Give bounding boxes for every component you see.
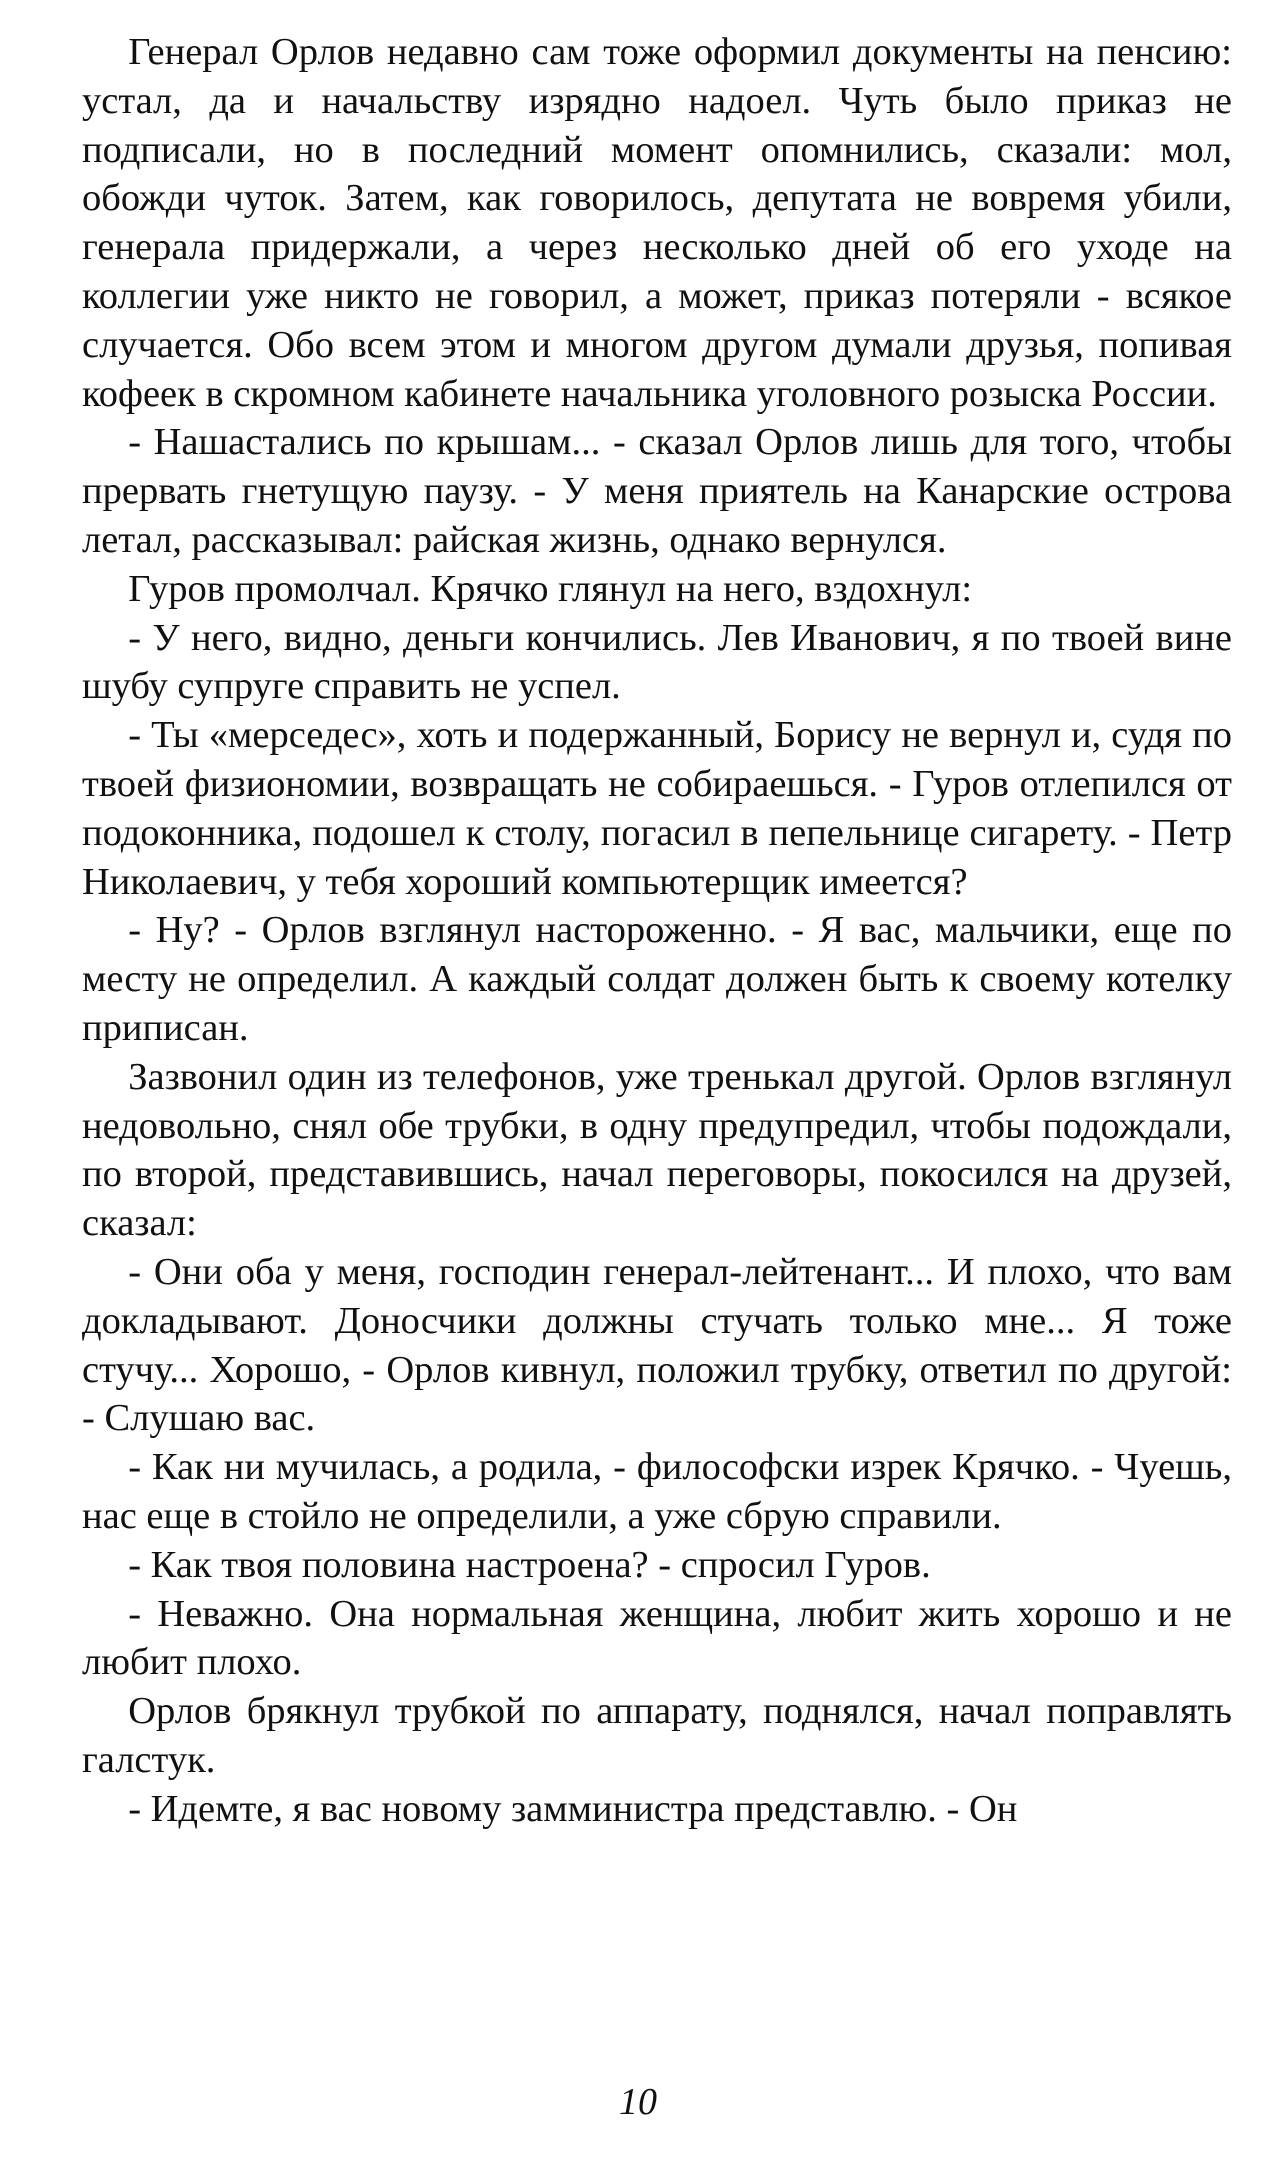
paragraph-2: - Нашастались по крышам... - сказал Орлов лишь для того, чтобы прервать гнетущую паузу. - У меня приятель на Канарские острова летал, рассказывал: райская жизнь, однако вернулся. — [82, 421, 1232, 561]
paragraph-4: - У него, видно, деньги кончились. Лев Иванович, я по твоей вине шубу супруге справить не успел. — [82, 616, 1232, 708]
page-number: 10 — [619, 2081, 657, 2123]
paragraph-11: - Неважно. Она нормальная женщина, любит жить хорошо и не любит плохо. — [82, 1592, 1232, 1684]
paragraph-7: Зазвонил один из телефонов, уже тренькал другой. Орлов взглянул недовольно, снял обе трубки, в одну предупредил, чтобы подождали, по второй, представившись, начал переговоры, покосился на друзей, сказал: — [82, 1055, 1232, 1245]
paragraph-10: - Как твоя половина настроена? - спросил Гуров. — [128, 1543, 931, 1586]
paragraph-13: - Идемте, я вас новому замминистра представлю. - Он — [128, 1787, 1018, 1830]
paragraph-5: - Ты «мерседес», хоть и подержанный, Борису не вернул и, судя по твоей физиономии, возвращать не собираешься. - Гуров отлепился от подоконника, подошел к столу, погасил в пепельнице сигарету. - Петр Николаевич, у тебя хороший компьютерщик имеется? — [82, 714, 1232, 903]
paragraph-1: Генерал Орлов недавно сам тоже оформил документы на пенсию: устал, да и начальству изрядно надоел. Чуть было приказ не подписали, но в последний момент опомнились, сказали: мол, обожди чуток. Затем, как говорилось, депутата не вовремя убили, генерала придержали, а через несколько дней об его уходе на коллегии уже никто не говорил, а может, приказ потеряли - всякое случается. Обо всем этом и многом другом думали друзья, попивая кофеек в скромном кабинете начальника уголовного розыска России. — [82, 31, 1232, 415]
paragraph-12: Орлов брякнул трубкой по аппарату, поднялся, начал поправлять галстук. — [82, 1690, 1232, 1781]
paragraph-9: - Как ни мучилась, а родила, - философски изрек Крячко. - Чуешь, нас еще в стойло не определили, а уже сбрую справили. — [82, 1446, 1232, 1537]
paragraph-8: - Они оба у меня, господин генерал-лейтенант... И плохо, что вам докладывают. Доносчики должны стучать только мне... Я тоже стучу... Хорошо, - Орлов кивнул, положил трубку, ответил по другой: - Слушаю вас. — [82, 1250, 1232, 1440]
paragraph-6: - Ну? - Орлов взглянул настороженно. - Я вас, мальчики, еще по месту не определил. А каждый солдат должен быть к своему котелку приписан. — [82, 909, 1232, 1049]
book-page-text — [82, 28, 1232, 1833]
paragraph-3: Гуров промолчал. Крячко глянул на него, вздохнул: — [128, 567, 973, 610]
